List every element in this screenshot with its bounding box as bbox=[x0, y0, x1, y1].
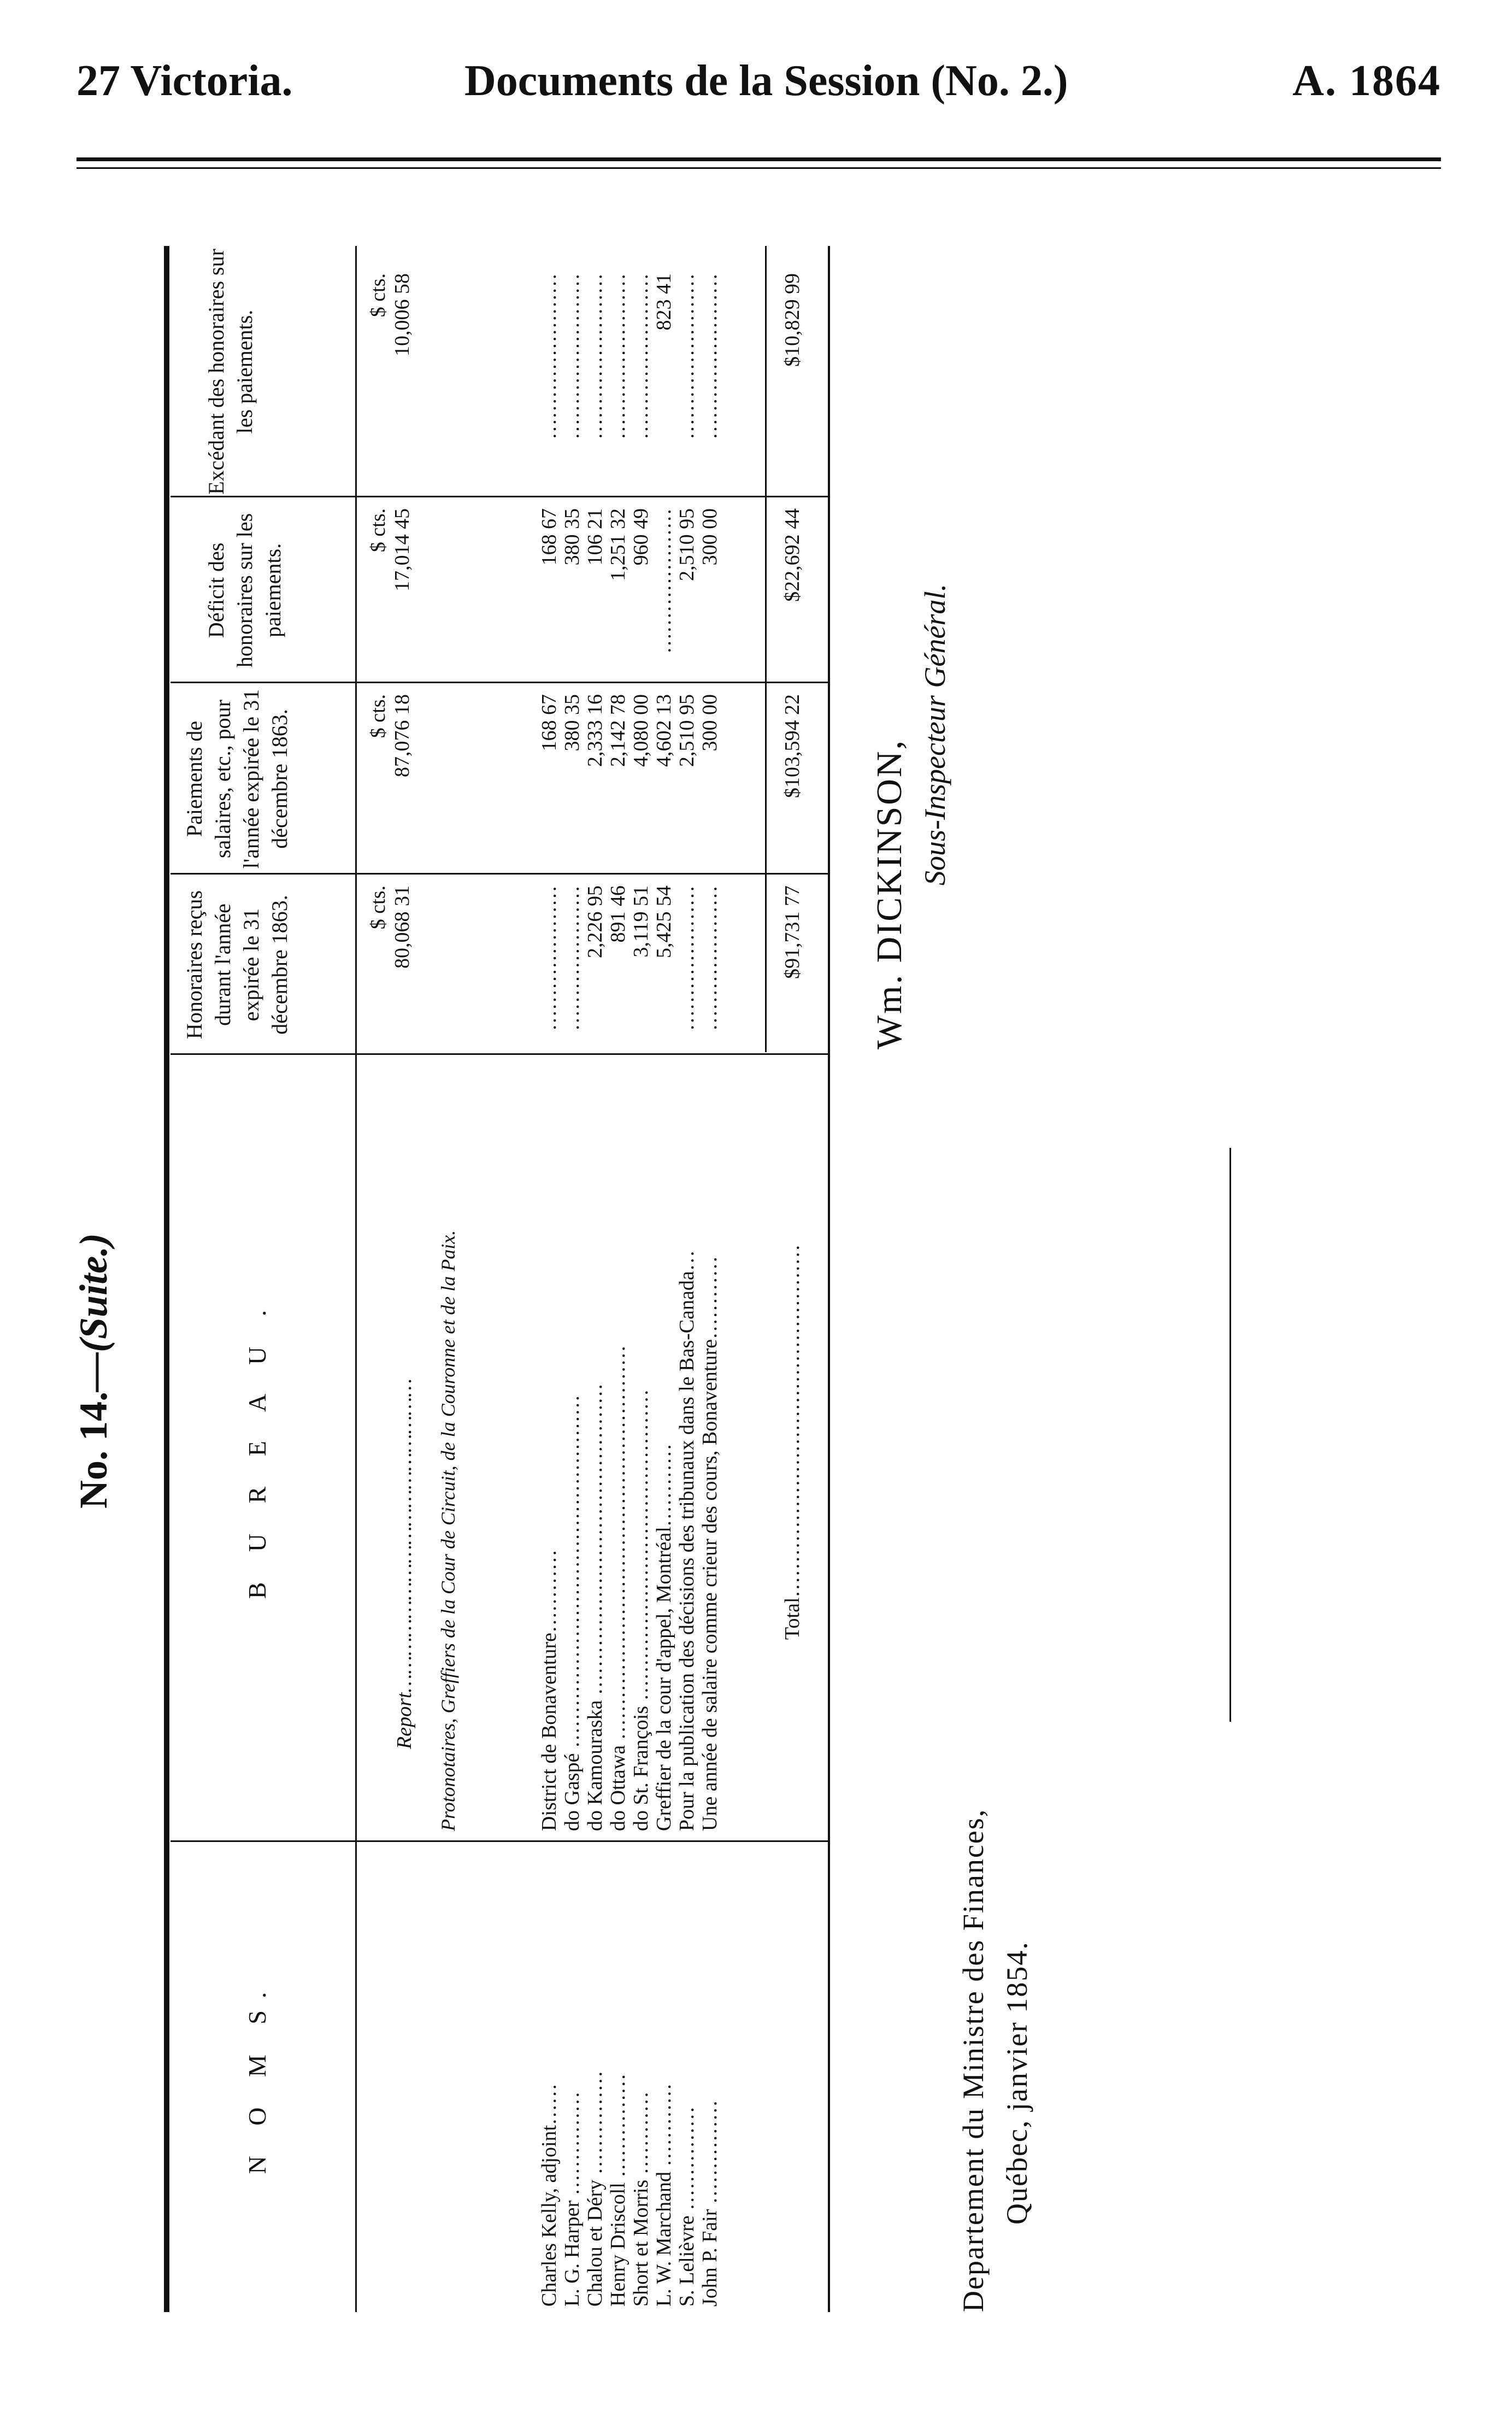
document-continuation: —(Suite.) bbox=[72, 1233, 115, 1392]
report-paiements: 87,076 18 bbox=[391, 694, 414, 777]
row-name: John P. Fair …………… bbox=[698, 2100, 721, 2307]
row-excedant: …………………… bbox=[584, 273, 607, 439]
row-name: L. G. Harper …………… bbox=[561, 2091, 584, 2307]
report-currency-paiements: $ cts. bbox=[367, 694, 390, 738]
column-header-bureau: B U R E A U . bbox=[243, 1298, 271, 1599]
row-excedant: …………………… bbox=[675, 273, 698, 439]
row-excedant: …………………… bbox=[561, 273, 584, 439]
row-deficit: 380 35 bbox=[561, 508, 584, 566]
header-rule-thick bbox=[77, 157, 1441, 161]
column-separator bbox=[170, 496, 829, 497]
header-underline bbox=[355, 246, 357, 2312]
report-currency-deficit: $ cts. bbox=[367, 508, 390, 553]
report-deficit: 17,014 45 bbox=[391, 508, 414, 591]
document-number-value: No. 14. bbox=[72, 1392, 115, 1509]
row-deficit: 106 21 bbox=[584, 508, 607, 566]
row-excedant: …………………… bbox=[629, 273, 652, 439]
row-honoraires: ………………… bbox=[698, 885, 721, 1031]
document-number bbox=[71, 1233, 116, 1509]
column-header-noms: N O M S. bbox=[243, 1980, 271, 2174]
row-deficit: 300 00 bbox=[698, 508, 721, 566]
rotated-table-page bbox=[0, 180, 1377, 2394]
row-bureau: Une année de salaire comme crieur des cours, Bonaventure………… bbox=[698, 1256, 721, 1831]
section-heading: Protonotaires, Greffiers de la Cour de Circuit, de la Couronne et de la Paix. bbox=[437, 1230, 459, 1831]
row-paiements: 4,602 13 bbox=[652, 694, 675, 767]
total-deficit: $22,692 44 bbox=[781, 508, 804, 602]
total-label: Total…………………………………………… bbox=[781, 1244, 804, 1640]
department-name: Departement du Ministre des Finances, bbox=[957, 1808, 990, 2312]
report-currency-excedant: $ cts. bbox=[367, 273, 390, 318]
row-honoraires: 891 46 bbox=[607, 885, 629, 943]
row-paiements: 4,080 00 bbox=[629, 694, 652, 767]
row-honoraires: 2,226 95 bbox=[584, 885, 607, 958]
row-bureau: District de Bonaventure………… bbox=[538, 1549, 561, 1831]
signature-rule bbox=[1229, 1148, 1231, 1722]
row-honoraires: 5,425 54 bbox=[652, 885, 675, 958]
report-label: Report…………………………………………… bbox=[393, 1378, 416, 1749]
report-excedant: 10,006 58 bbox=[391, 273, 414, 356]
total-honoraires: $91,731 77 bbox=[781, 885, 804, 979]
row-deficit: ………………… bbox=[652, 508, 675, 654]
column-header-excedant: Excédant des honoraires sur les paiements. bbox=[204, 249, 257, 495]
signature-name: Wm. DICKINSON, bbox=[869, 738, 909, 1049]
row-bureau: Pour la publication des décisions des tribunaux dans le Bas-Canada… bbox=[675, 1250, 698, 1831]
row-paiements: 2,142 78 bbox=[607, 694, 629, 767]
row-paiements: 2,333 16 bbox=[584, 694, 607, 767]
column-separator bbox=[170, 682, 829, 683]
column-header-paiements: Paiements de salaires, etc., pour l'année expirée le 31 décembre 1863. bbox=[182, 689, 292, 869]
row-name: Short et Morris ………… bbox=[629, 2091, 652, 2307]
row-paiements: 168 67 bbox=[538, 694, 561, 752]
row-name: Charles Kelly, adjoint…… bbox=[538, 2083, 561, 2307]
row-bureau: do Kamouraska ……………………………………… bbox=[584, 1383, 607, 1831]
row-bureau: do Ottawa ………………………………………………… bbox=[607, 1345, 629, 1831]
column-header-honoraires: Honoraires reçus durant l'année expirée le 31 décembre 1863. bbox=[182, 890, 292, 1040]
row-honoraires: ………………… bbox=[675, 885, 698, 1031]
header-year: A. 1864 bbox=[1292, 57, 1441, 105]
header-rule-thin bbox=[77, 167, 1441, 169]
total-rule bbox=[765, 246, 767, 1052]
total-excedant: $10,829 99 bbox=[781, 273, 804, 367]
row-excedant: …………………… bbox=[607, 273, 629, 439]
row-bureau: do St. François ……………………………………… bbox=[629, 1389, 652, 1831]
table-top-rule bbox=[164, 246, 169, 2312]
row-deficit: 2,510 95 bbox=[675, 508, 698, 581]
row-paiements: 380 35 bbox=[561, 694, 584, 752]
report-honoraires: 80,068 31 bbox=[391, 885, 414, 969]
column-header-deficit: Déficit des honoraires sur les paiements. bbox=[204, 513, 285, 668]
row-name: Chalou et Déry …………… bbox=[584, 2070, 607, 2307]
row-paiements: 2,510 95 bbox=[675, 694, 698, 767]
row-name: S. Lelièvre …………… bbox=[675, 2106, 698, 2307]
header-title: Documents de la Session (No. 2.) bbox=[464, 57, 1068, 105]
row-honoraires: 3,119 51 bbox=[629, 885, 652, 958]
row-paiements: 300 00 bbox=[698, 694, 721, 752]
row-excedant: …………………… bbox=[698, 273, 721, 439]
row-deficit: 960 49 bbox=[629, 508, 652, 566]
row-bureau: Greffier de la cour d'appel, Montréal………… bbox=[652, 1444, 675, 1831]
department-date: Québec, janvier 1854. bbox=[1001, 1941, 1033, 2225]
row-excedant: 823 41 bbox=[652, 273, 675, 331]
signature-title: Sous-Inspecteur Général. bbox=[919, 584, 951, 885]
row-name: L. W. Marchand ………… bbox=[652, 2083, 675, 2307]
column-separator bbox=[170, 873, 829, 875]
row-deficit: 168 67 bbox=[538, 508, 561, 566]
row-honoraires: ………………… bbox=[538, 885, 561, 1031]
row-excedant: …………………… bbox=[538, 273, 561, 439]
table-bottom-rule bbox=[828, 246, 830, 2312]
row-deficit: 1,251 32 bbox=[607, 508, 629, 581]
row-bureau: do Gaspé …………………………………………… bbox=[561, 1395, 584, 1831]
row-name: Henry Driscoll …………… bbox=[607, 2073, 629, 2307]
total-paiements: $103,594 22 bbox=[781, 694, 804, 798]
header-volume: 27 Victoria. bbox=[77, 57, 293, 105]
report-currency-honoraires: $ cts. bbox=[367, 885, 390, 930]
row-honoraires: ………………… bbox=[561, 885, 584, 1031]
